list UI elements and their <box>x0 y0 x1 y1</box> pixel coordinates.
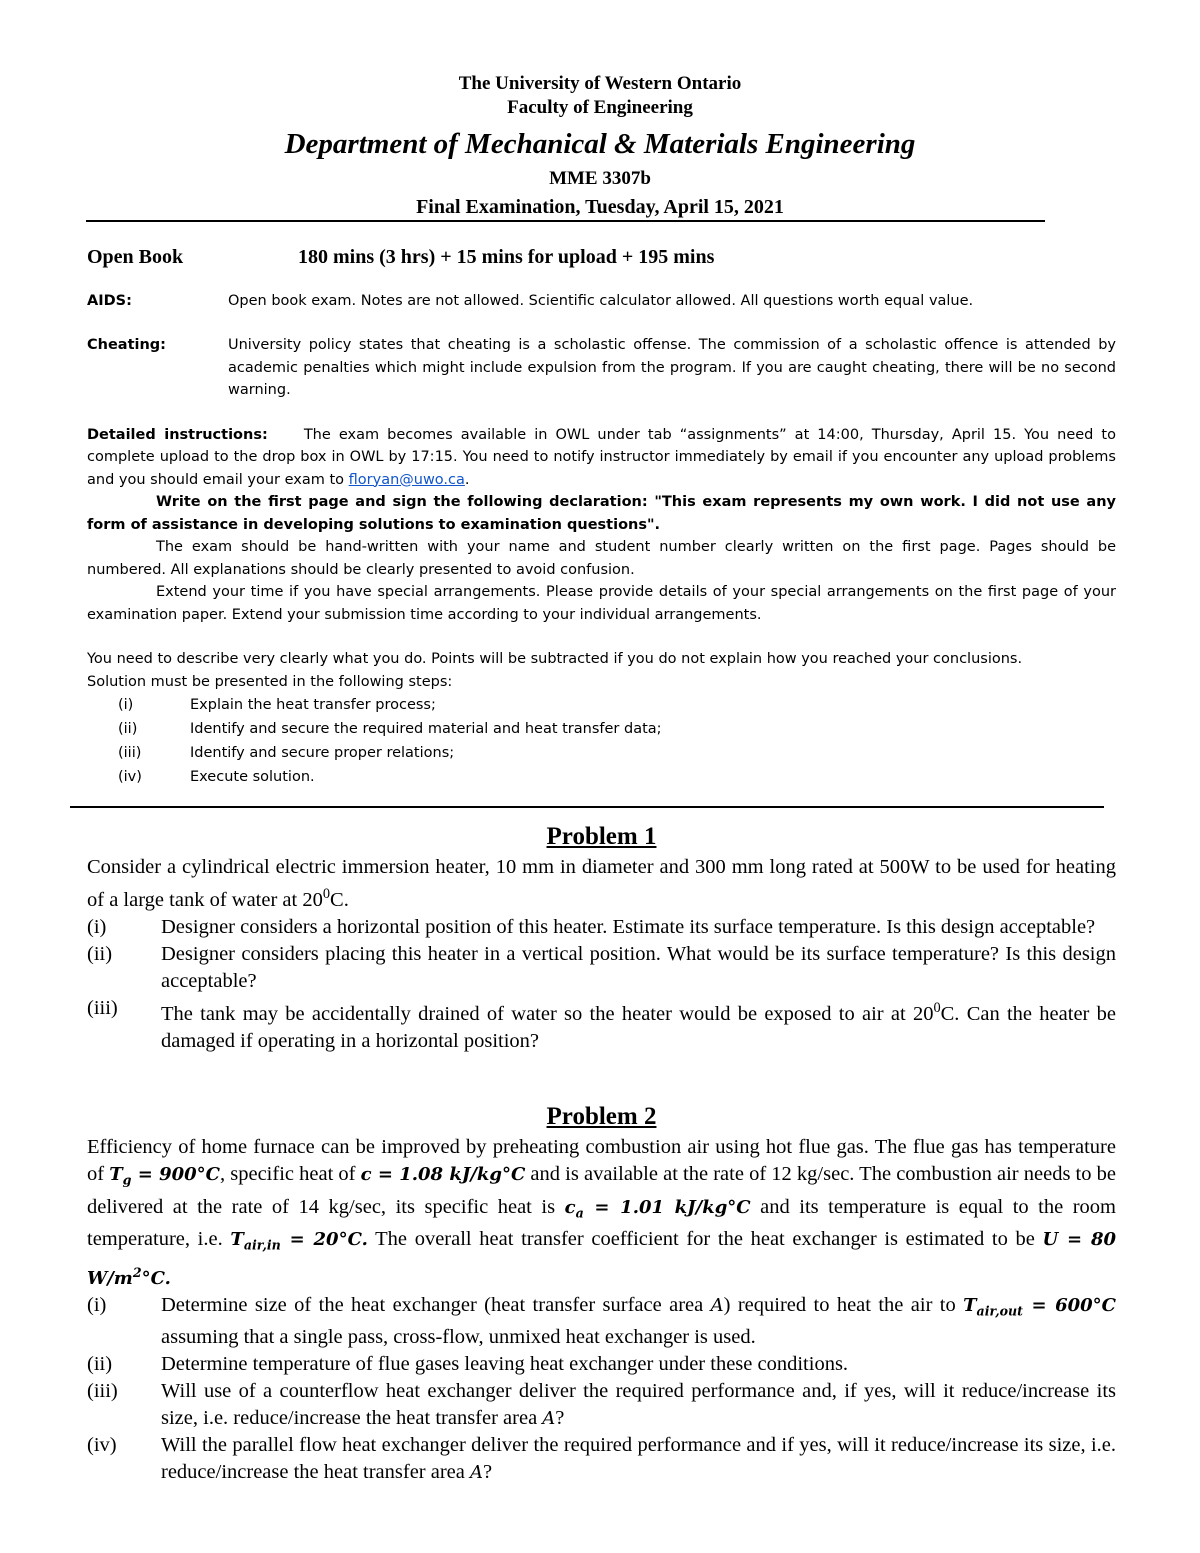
problem-2-item: (iii) Will use of a counterflow heat exchanger deliver the required performance and, if yes, will it reduce/increase its size, i.e. reduce/increase the heat transfer area A? <box>87 1380 1116 1430</box>
flue-gas-temperature: $T_g = 900^\circ C$ <box>109 1164 220 1188</box>
problem-2-item: (iv) Will the parallel flow heat exchanger deliver the required performance and if yes, will it reduce/increase its size, i.e. reduce/increase the heat transfer area A? <box>87 1434 1116 1484</box>
problem-1-title: Problem 1 <box>546 823 657 850</box>
handwritten-instructions: The exam should be hand-written with your name and student number clearly written on the first page. Pages should be numbered. All explanations should be clearly presented to avoid confusion. <box>87 539 1116 578</box>
list-item: (ii) Identify and secure the required material and heat transfer data; <box>118 721 662 737</box>
header-divider <box>86 220 1045 222</box>
detailed-instructions-text: The exam becomes available in OWL under tab “assignments” at 14:00, Thursday, April 15. You need to complete upload to the drop box in OWL by 17:15. You need to notify instructor immediately by email if you encounter any upload problems and you should email your exam to <box>87 426 1116 488</box>
describe-instructions: You need to describe very clearly what you do. Points will be subtracted if you do not explain how you reached your conclusions. <box>87 651 1023 667</box>
instructions-section <box>87 240 1116 789</box>
course-code: MME 3307b <box>549 168 651 189</box>
cheating-text: University policy states that cheating is a scholastic offense. The commission of a scholastic offence is attended by academic penalties which might include expulsion from the program. If you are caught cheating, there will be no second warning. <box>228 337 1116 398</box>
problem-2-item: (ii) Determine temperature of flue gases leaving heat exchanger under these conditions. <box>87 1353 849 1376</box>
heat-transfer-coefficient: U = 80 $W/m^2^\circ C$. <box>87 1229 1116 1289</box>
exam-header <box>0 72 1200 222</box>
department-title: Department of Mechanical & Materials Engineering <box>284 128 916 160</box>
detailed-instructions-label: Detailed instructions: <box>87 426 268 443</box>
flue-gas-specific-heat: c = 1.08 kJ/kg°C <box>360 1164 526 1185</box>
university-name: The University of Western Ontario <box>458 73 742 94</box>
aids-row <box>87 290 1116 312</box>
problem-1-item: (ii) Designer considers placing this heater in a vertical position. What would be its surface temperature? Is this design acceptable? <box>87 942 1116 992</box>
faculty-name: Faculty of Engineering <box>507 97 693 118</box>
problem-2 <box>87 1100 1116 1486</box>
problem-2-statement: Efficiency of home furnace can be improved by preheating combustion air using hot flue gas. The flue gas has temperature of $T_g = 900^\circ C$, specific heat of c = 1.08 kJ/kg°C and is available at the rate of 12 kg/sec. The combustion air needs to be delivered at the rate of 14 kg/sec, its specific heat is $c_a = 1.01$ kJ/kg°C and its temperature is equal to the room temperature, i.e. $T_{air,in} = 20^\circ C$. The overall heat transfer coefficient for the heat exchanger is estimated to be U = 80 $W/m^2^\circ C$. <box>87 1136 1117 1289</box>
air-specific-heat: $c_a = 1.01$ kJ/kg°C <box>564 1196 751 1221</box>
problem-2-item: (i) Determine size of the heat exchanger (heat transfer surface area A) required to heat the air to $T_{air,out} = 600^\circ C$ assuming that a single pass, cross-flow, unmixed heat exchanger is used. <box>87 1293 1117 1349</box>
cheating-row <box>87 334 1116 402</box>
instructions-divider <box>70 806 1104 808</box>
aids-text: Open book exam. Notes are not allowed. Scientific calculator allowed. All questions worth equal value. <box>228 293 974 309</box>
cheating-label: Cheating: <box>87 337 166 353</box>
list-item: (i) Explain the heat transfer process; <box>118 697 436 713</box>
exam-title: Final Examination, Tuesday, April 15, 2021 <box>416 196 784 218</box>
air-inlet-temperature: $T_{air,in} = 20^\circ C$. <box>230 1229 368 1253</box>
problem-1-statement: Consider a cylindrical electric immersion heater, 10 mm in diameter and 300 mm long rated at 500W to be used for heating of a large tank of water at $20^0C$. <box>87 856 1116 911</box>
open-book-row <box>87 240 1116 274</box>
steps-intro: Solution must be presented in the following steps: <box>87 673 453 690</box>
list-item: (iii) Identify and secure proper relations; <box>118 745 455 761</box>
solution-steps-list <box>87 693 1116 789</box>
detailed-instructions: Detailed instructions: The exam becomes available in OWL under tab “assignments” at 14:00, Thursday, April 15. You need to complete upload to the drop box in OWL by 17:15. You need to notify instructor immediately by email if you encounter any upload problems and you should email your exam to floryan@uwo.ca. <box>87 426 1116 488</box>
instructor-email-link[interactable]: floryan@uwo.ca <box>348 471 465 488</box>
problem-2-title: Problem 2 <box>546 1103 657 1130</box>
open-book-duration: 180 mins (3 hrs) + 15 mins for upload + 195 mins <box>298 246 715 268</box>
problem-1-item: (i) Designer considers a horizontal position of this heater. Estimate its surface temperature. Is this design acceptable? <box>87 915 1096 938</box>
declaration-text: Write on the first page and sign the following declaration: "This exam represents my own work. I did not use any form of assistance in developing solutions to examination questions". <box>87 494 1116 533</box>
aids-label: AIDS: <box>87 293 132 309</box>
open-book-label: Open Book <box>87 246 184 268</box>
special-arrangements-text: Extend your time if you have special arrangements. Please provide details of your special arrangements on the first page of your examination paper. Extend your submission time according to your individual arrangements. <box>87 584 1116 623</box>
problem-1 <box>87 820 1116 1055</box>
problem-1-item: (iii) The tank may be accidentally drained of water so the heater would be exposed to air at $20^0C$. Can the heater be damaged if operating in a horizontal position? <box>87 996 1116 1052</box>
list-item: (iv) Execute solution. <box>118 769 315 785</box>
